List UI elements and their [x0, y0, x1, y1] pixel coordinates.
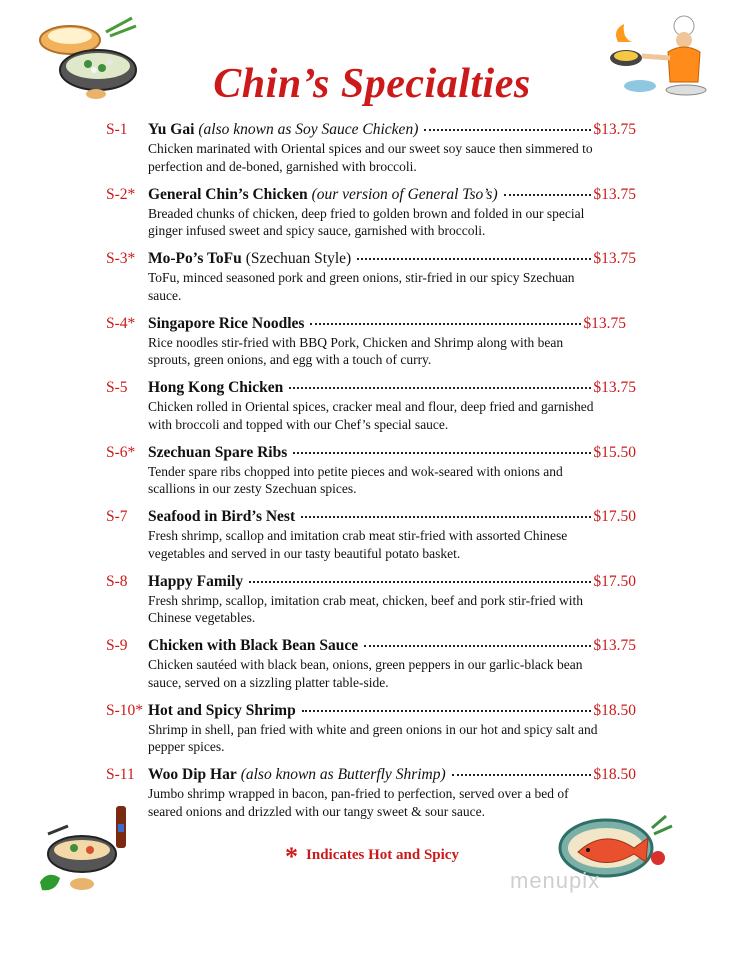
page-title: Chin’s Specialties: [213, 61, 531, 107]
leader-dots: [301, 516, 591, 518]
item-name: Seafood in Bird’s Nest: [148, 508, 296, 525]
item-code: S-9: [106, 637, 128, 654]
item-description: Chicken sautéed with black bean, onions, green peppers in our garlic-black bean sauce, served on a sizzling platter table-side.: [148, 657, 583, 690]
item-note: (also known as Butterfly Shrimp): [240, 766, 446, 783]
item-code: S-3*: [106, 250, 136, 267]
item-price: $13.75: [593, 121, 636, 138]
leader-dots: [452, 774, 592, 776]
item-description: Fresh shrimp, scallop, imitation crab meat, chicken, beef and pork stir-fried with Chinese vegetables.: [148, 592, 583, 625]
item-code: S-11: [106, 766, 135, 783]
menu-item: [106, 250, 636, 315]
item-description: Fresh shrimp, scallop and imitation crab meat stir-fried with assorted Chinese vegetables and served in our tasty beautiful potato basket.: [148, 528, 568, 561]
item-price: $13.75: [593, 250, 636, 267]
leader-dots: [357, 258, 591, 260]
menu-item: [106, 766, 636, 831]
item-description: Shrimp in shell, pan fried with white and green onions in our hot and spicy salt and pepper spices.: [148, 721, 598, 754]
item-description: Chicken rolled in Oriental spices, cracker meal and flour, deep fried and garnished with broccoli and topped with our Chef’s special sauce.: [148, 399, 594, 432]
menu-item: [106, 637, 636, 702]
menu-item: [106, 573, 636, 638]
item-name: Hot and Spicy Shrimp: [148, 701, 296, 719]
item-code: S-6*: [106, 443, 136, 461]
item-description: Tender spare ribs chopped into petite pieces and wok-seared with onions and scallions in our zesty Szechuan spices.: [148, 463, 563, 496]
item-description: Chicken marinated with Oriental spices and our sweet soy sauce then simmered to perfection and de-boned, garnished with broccoli.: [148, 141, 593, 174]
item-description: Rice noodles stir-fried with BBQ Pork, Chicken and Shrimp along with bean sprouts, green onions, and egg with a touch of curry.: [148, 334, 564, 367]
leader-dots: [364, 645, 591, 647]
item-name: Yu Gai: [148, 121, 195, 138]
menu-item: [106, 315, 636, 380]
item-price: $18.50: [593, 766, 636, 783]
item-price: $13.75: [593, 185, 636, 203]
item-price: $18.50: [593, 701, 636, 719]
asterisk-icon: *: [285, 842, 299, 871]
item-name: Mo-Po’s ToFu: [148, 250, 242, 267]
item-code: S-1: [106, 121, 128, 138]
item-code: S-10*: [106, 701, 144, 719]
menu-item: [106, 186, 636, 251]
leader-dots: [424, 129, 591, 131]
menu-item: [106, 508, 636, 573]
menu-list: [106, 121, 636, 831]
item-price: $15.50: [593, 443, 636, 461]
leader-dots: [293, 452, 591, 454]
leader-dots: [249, 581, 591, 583]
leader-dots: [302, 710, 592, 712]
item-code: S-8: [106, 572, 128, 590]
item-name: Woo Dip Har: [148, 766, 237, 783]
item-name: Happy Family: [148, 572, 244, 590]
menu-item: [106, 121, 636, 186]
leader-dots: [289, 387, 591, 389]
item-note: (our version of General Tso’s): [311, 185, 498, 203]
item-name: Hong Kong Chicken: [148, 379, 284, 396]
watermark-logo: menupix: [510, 868, 601, 893]
item-code: S-7: [106, 508, 128, 525]
item-code: S-4*: [106, 314, 136, 332]
item-name: Szechuan Spare Ribs: [148, 443, 288, 461]
item-description: ToFu, minced seasoned pork and green onions, stir-fried in our spicy Szechuan sauce.: [148, 270, 575, 303]
legend-text: Indicates Hot and Spicy: [306, 847, 459, 863]
menu-item: [106, 379, 636, 444]
item-code: S-2*: [106, 185, 136, 203]
leader-dots: [310, 323, 581, 325]
item-name: Singapore Rice Noodles: [148, 314, 305, 332]
item-price: $13.75: [593, 379, 636, 396]
item-price: $17.50: [593, 572, 636, 590]
item-name: Chicken with Black Bean Sauce: [148, 637, 359, 654]
item-note: (also known as Soy Sauce Chicken): [198, 121, 419, 138]
item-price: $13.75: [593, 637, 636, 654]
item-description: Jumbo shrimp wrapped in bacon, pan-fried to perfection, served over a bed of seared onions and drizzled with our tangy sweet & sour sauce.: [148, 786, 569, 819]
menu-item: [106, 702, 636, 767]
item-name: General Chin’s Chicken: [148, 185, 308, 203]
hot-spicy-legend: [0, 842, 744, 872]
item-description: Breaded chunks of chicken, deep fried to golden brown and folded in our special ginger infused sweet and spicy sauce, garnished with broccoli.: [148, 205, 585, 238]
leader-dots: [504, 194, 592, 196]
item-code: S-5: [106, 379, 128, 396]
menu-item: [106, 444, 636, 509]
item-note: (Szechuan Style): [245, 250, 352, 267]
item-price: $17.50: [593, 508, 636, 525]
item-price: $13.75: [583, 314, 626, 332]
